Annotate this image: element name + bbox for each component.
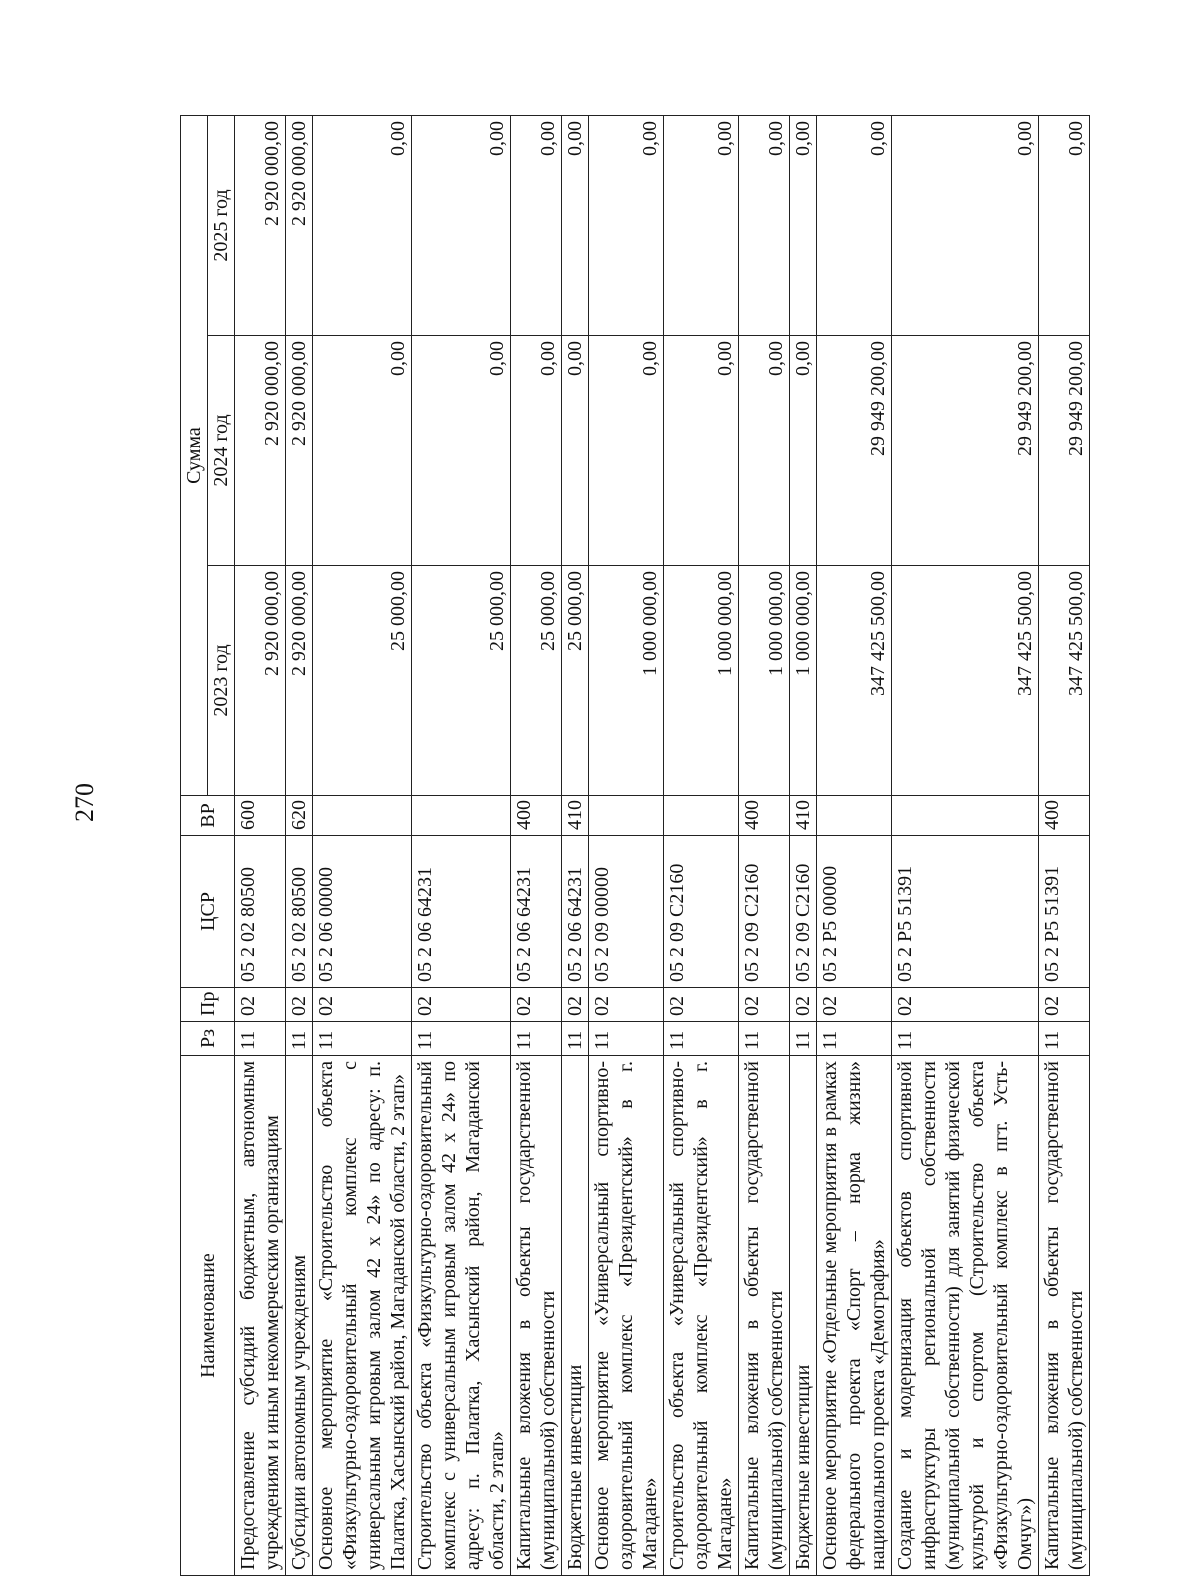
budget-table bbox=[180, 115, 1090, 1576]
row-sum-2025: 2 920 000,00 bbox=[235, 116, 286, 336]
row-sum-2024: 29 949 200,00 bbox=[1039, 336, 1090, 566]
row-name: Бюджетные инвестиции bbox=[790, 1056, 817, 1576]
header-vr: ВР bbox=[181, 796, 235, 836]
row-vr bbox=[589, 796, 664, 836]
row-csr: 05 2 Р5 51391 bbox=[892, 836, 1039, 988]
row-rz: 11 bbox=[1039, 1022, 1090, 1056]
row-vr: 410 bbox=[562, 796, 589, 836]
row-name: Субсидии автономным учреждениям bbox=[286, 1056, 313, 1576]
row-sum-2023: 25 000,00 bbox=[562, 566, 589, 796]
table-row bbox=[511, 116, 562, 1576]
row-rz: 11 bbox=[739, 1022, 790, 1056]
row-pr: 02 bbox=[1039, 988, 1090, 1022]
row-sum-2024: 29 949 200,00 bbox=[892, 336, 1039, 566]
header-2025: 2025 год bbox=[208, 116, 235, 336]
table-row bbox=[589, 116, 664, 1576]
row-rz: 11 bbox=[892, 1022, 1039, 1056]
row-sum-2025: 0,00 bbox=[1039, 116, 1090, 336]
page-number: 270 bbox=[70, 783, 99, 822]
row-pr: 02 bbox=[412, 988, 511, 1022]
row-sum-2023: 347 425 500,00 bbox=[817, 566, 892, 796]
row-sum-2025: 0,00 bbox=[790, 116, 817, 336]
row-name: Строительство объекта «Физкультурно-оздоровительный комплекс с универсальным игровым залом 42 х 24» по адресу: п. Палатка, Хасынский район, Магаданской области, 2 этап» bbox=[412, 1056, 511, 1576]
row-rz: 11 bbox=[562, 1022, 589, 1056]
row-sum-2023: 25 000,00 bbox=[412, 566, 511, 796]
row-rz: 11 bbox=[790, 1022, 817, 1056]
header-csr: ЦСР bbox=[181, 836, 235, 988]
row-rz: 11 bbox=[286, 1022, 313, 1056]
row-rz: 11 bbox=[313, 1022, 412, 1056]
row-rz: 11 bbox=[664, 1022, 739, 1056]
table-row bbox=[412, 116, 511, 1576]
row-vr: 620 bbox=[286, 796, 313, 836]
row-sum-2025: 2 920 000,00 bbox=[286, 116, 313, 336]
row-sum-2024: 0,00 bbox=[412, 336, 511, 566]
row-pr: 02 bbox=[589, 988, 664, 1022]
row-sum-2025: 0,00 bbox=[664, 116, 739, 336]
row-sum-2024: 0,00 bbox=[589, 336, 664, 566]
table-row bbox=[739, 116, 790, 1576]
row-vr: 600 bbox=[235, 796, 286, 836]
row-pr: 02 bbox=[235, 988, 286, 1022]
row-rz: 11 bbox=[412, 1022, 511, 1056]
row-csr: 05 2 09 С2160 bbox=[790, 836, 817, 988]
row-sum-2024: 0,00 bbox=[562, 336, 589, 566]
table-row bbox=[817, 116, 892, 1576]
row-pr: 02 bbox=[511, 988, 562, 1022]
row-vr bbox=[892, 796, 1039, 836]
table-row bbox=[1039, 116, 1090, 1576]
row-csr: 05 2 06 64231 bbox=[562, 836, 589, 988]
row-sum-2025: 0,00 bbox=[313, 116, 412, 336]
row-sum-2023: 347 425 500,00 bbox=[892, 566, 1039, 796]
row-csr: 05 2 06 64231 bbox=[511, 836, 562, 988]
row-name: Основное мероприятие «Универсальный спортивно-оздоровительный комплекс «Президентский» в г. Магадане» bbox=[589, 1056, 664, 1576]
row-csr: 05 2 09 С2160 bbox=[664, 836, 739, 988]
row-pr: 02 bbox=[790, 988, 817, 1022]
row-csr: 05 2 Р5 00000 bbox=[817, 836, 892, 988]
row-sum-2023: 1 000 000,00 bbox=[664, 566, 739, 796]
row-pr: 02 bbox=[664, 988, 739, 1022]
row-csr: 05 2 Р5 51391 bbox=[1039, 836, 1090, 988]
table-row bbox=[286, 116, 313, 1576]
row-name: Основное мероприятие «Отдельные мероприятия в рамках федерального проекта «Спорт – норма жизни» национального проекта «Демография» bbox=[817, 1056, 892, 1576]
row-sum-2025: 0,00 bbox=[589, 116, 664, 336]
row-vr bbox=[412, 796, 511, 836]
row-sum-2024: 0,00 bbox=[313, 336, 412, 566]
row-name: Капитальные вложения в объекты государственной (муниципальной) собственности bbox=[511, 1056, 562, 1576]
row-name: Создание и модернизация объектов спортивной инфраструктуры региональной собственности (муниципальной собственности) для занятий физической культурой и спортом (Строительство объекта «Физкультурно-оздоровительный комплекс в пгт. Усть-Омчуг») bbox=[892, 1056, 1039, 1576]
row-rz: 11 bbox=[817, 1022, 892, 1056]
row-vr bbox=[664, 796, 739, 836]
row-sum-2023: 25 000,00 bbox=[511, 566, 562, 796]
header-name: Наименование bbox=[181, 1056, 235, 1576]
table-row bbox=[313, 116, 412, 1576]
row-csr: 05 2 02 80500 bbox=[235, 836, 286, 988]
row-vr: 400 bbox=[739, 796, 790, 836]
row-sum-2023: 1 000 000,00 bbox=[790, 566, 817, 796]
row-sum-2025: 0,00 bbox=[817, 116, 892, 336]
row-vr bbox=[313, 796, 412, 836]
row-sum-2024: 0,00 bbox=[790, 336, 817, 566]
row-name: Капитальные вложения в объекты государственной (муниципальной) собственности bbox=[739, 1056, 790, 1576]
table-body bbox=[235, 116, 1090, 1576]
row-pr: 02 bbox=[286, 988, 313, 1022]
table-row bbox=[790, 116, 817, 1576]
header-row-1 bbox=[181, 116, 208, 1576]
row-sum-2024: 29 949 200,00 bbox=[817, 336, 892, 566]
row-sum-2023: 2 920 000,00 bbox=[286, 566, 313, 796]
row-csr: 05 2 02 80500 bbox=[286, 836, 313, 988]
header-2024: 2024 год bbox=[208, 336, 235, 566]
row-sum-2023: 2 920 000,00 bbox=[235, 566, 286, 796]
header-pr: Пр bbox=[181, 988, 235, 1022]
row-pr: 02 bbox=[892, 988, 1039, 1022]
row-vr bbox=[817, 796, 892, 836]
header-2023: 2023 год bbox=[208, 566, 235, 796]
row-sum-2024: 2 920 000,00 bbox=[286, 336, 313, 566]
table-row bbox=[235, 116, 286, 1576]
row-sum-2025: 0,00 bbox=[511, 116, 562, 336]
row-sum-2023: 1 000 000,00 bbox=[739, 566, 790, 796]
row-sum-2023: 1 000 000,00 bbox=[589, 566, 664, 796]
header-rz: Рз bbox=[181, 1022, 235, 1056]
row-sum-2024: 0,00 bbox=[739, 336, 790, 566]
row-rz: 11 bbox=[511, 1022, 562, 1056]
row-csr: 05 2 09 С2160 bbox=[739, 836, 790, 988]
row-name: Строительство объекта «Универсальный спортивно-оздоровительный комплекс «Президентский» в г. Магадане» bbox=[664, 1056, 739, 1576]
row-vr: 410 bbox=[790, 796, 817, 836]
row-sum-2025: 0,00 bbox=[739, 116, 790, 336]
row-sum-2025: 0,00 bbox=[562, 116, 589, 336]
row-name: Капитальные вложения в объекты государственной (муниципальной) собственности bbox=[1039, 1056, 1090, 1576]
row-sum-2024: 0,00 bbox=[511, 336, 562, 566]
table-row bbox=[892, 116, 1039, 1576]
row-name: Бюджетные инвестиции bbox=[562, 1056, 589, 1576]
row-rz: 11 bbox=[235, 1022, 286, 1056]
budget-table-rotated bbox=[180, 116, 1105, 1576]
row-csr: 05 2 09 00000 bbox=[589, 836, 664, 988]
row-pr: 02 bbox=[739, 988, 790, 1022]
row-csr: 05 2 06 00000 bbox=[313, 836, 412, 988]
row-sum-2025: 0,00 bbox=[412, 116, 511, 336]
row-vr: 400 bbox=[511, 796, 562, 836]
row-sum-2023: 25 000,00 bbox=[313, 566, 412, 796]
header-sum: Сумма bbox=[181, 116, 208, 796]
row-sum-2024: 0,00 bbox=[664, 336, 739, 566]
row-name: Предоставление субсидий бюджетным, автономным учреждениям и иным некоммерческим организациям bbox=[235, 1056, 286, 1576]
row-pr: 02 bbox=[313, 988, 412, 1022]
row-sum-2023: 347 425 500,00 bbox=[1039, 566, 1090, 796]
row-rz: 11 bbox=[589, 1022, 664, 1056]
row-pr: 02 bbox=[562, 988, 589, 1022]
table-row bbox=[664, 116, 739, 1576]
row-name: Основное мероприятие «Строительство объекта «Физкультурно-оздоровительный комплекс с универсальным игровым залом 42 х 24» по адресу: п. Палатка, Хасынский район, Магаданской области, 2 этап» bbox=[313, 1056, 412, 1576]
row-vr: 400 bbox=[1039, 796, 1090, 836]
table-row bbox=[562, 116, 589, 1576]
row-sum-2024: 2 920 000,00 bbox=[235, 336, 286, 566]
row-pr: 02 bbox=[817, 988, 892, 1022]
row-csr: 05 2 06 64231 bbox=[412, 836, 511, 988]
row-sum-2025: 0,00 bbox=[892, 116, 1039, 336]
